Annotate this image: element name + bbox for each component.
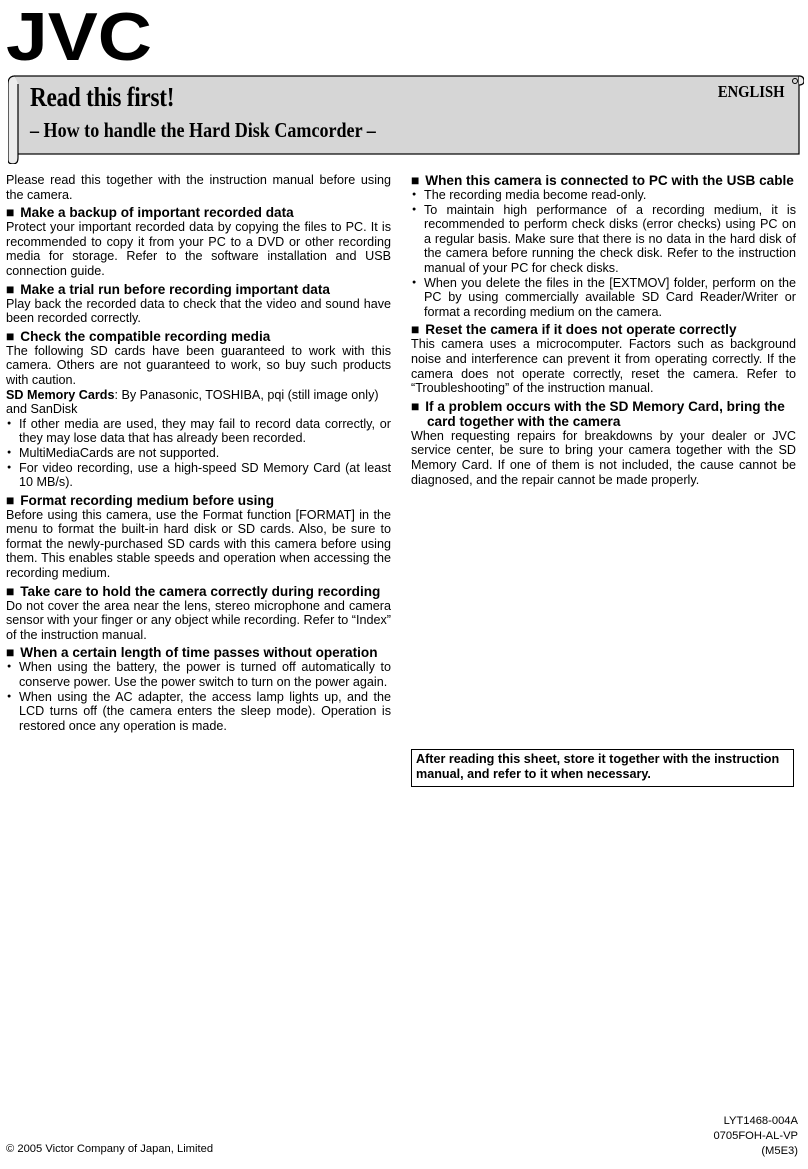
section-body-hold: Do not cover the area near the lens, stereo microphone and camera sensor with your finger or any object while recording. Refer to “Index” of the instruction manual. [6, 598, 391, 642]
section-heading-trial-run: ■ Make a trial run before recording important data [6, 280, 330, 297]
svg-text:JVC: JVC [6, 6, 152, 64]
section-body-reset: This camera uses a microcomputer. Factors such as background noise and interference can prevent it from operating correctly. If the camera does not operate correctly, reset the camera. Refer to “Troubleshooting” of the instruction manual. [411, 337, 796, 396]
jvc-logo-graphic [6, 6, 152, 64]
square-bullet-icon: ■ [6, 327, 15, 344]
intro-text: Please read this together with the instruction manual before using the camera. [6, 173, 391, 202]
square-bullet-icon: ■ [411, 397, 420, 414]
left-column [6, 173, 391, 733]
square-bullet-icon: ■ [6, 582, 15, 599]
section-heading-sd-problem: ■ If a problem occurs with the SD Memory Card, bring the card together with the camera [411, 397, 785, 429]
sd-cards-text: : By Panasonic, TOSHIBA, pqi (still image only) and SanDisk [6, 387, 379, 417]
usb-bullet-list [411, 188, 796, 319]
list-item: ● When using the battery, the power is turned off automatically to conserve power. Use the power switch to turn on the power again. [6, 660, 391, 689]
square-bullet-icon: ■ [6, 491, 15, 508]
section-heading-idle: ■ When a certain length of time passes without operation [6, 644, 378, 661]
section-body-format: Before using this camera, use the Format function [FORMAT] in the menu to format the built-in hard disk or SD cards. Also, be sure to format the newly-purchased SD cards with this camera before using them. This enables stable speeds and operation when accessing the recording medium. [6, 507, 391, 581]
square-bullet-icon: ■ [6, 204, 15, 221]
list-item: ● When you delete the files in the [EXTMOV] folder, perform on the PC by using commercially available SD Card Reader/Writer or format a recording medium on the camera. [411, 276, 796, 320]
document-codes [713, 1114, 798, 1159]
section-body-media: The following SD cards have been guaranteed to work with this camera. Others are not guaranteed to work, so buy such products with caution. [6, 343, 391, 387]
page-subtitle: – How to handle the Hard Disk Camcorder – [30, 118, 376, 142]
section-body-sd-problem: When requesting repairs for breakdowns by your dealer or JVC service center, be sure to bring your camera together with the SD Memory Card. If one of them is not included, the cause cannot be diagnosed, and the repair cannot be made properly. [411, 428, 796, 487]
section-heading-hold: ■ Take care to hold the camera correctly during recording [6, 582, 381, 599]
sd-cards-label: SD Memory Cards [6, 387, 115, 402]
title-banner [8, 72, 804, 164]
doc-code-3: (M5E3) [761, 1145, 798, 1157]
list-item: ● The recording media become read-only. [411, 188, 796, 203]
list-item: ● If other media are used, they may fail to record data correctly, or they may lose data that has already been recorded. [6, 417, 391, 446]
jvc-logo [6, 6, 152, 64]
square-bullet-icon: ■ [411, 172, 420, 188]
list-item: ● To maintain high performance of a recording medium, it is recommended to perform check disks (error checks) using PC on a regular basis. Make sure that there is no data in the hard disk of the camera before running the check disk. Refer to the instruction manual of your PC for check disks. [411, 203, 796, 276]
page-title: Read this first! [30, 82, 175, 112]
section-body-backup: Protect your important recorded data by copying the files to PC. It is recommended to copy it from your PC to a DVD or other recording media for storage. Refer to the software installation and USB connection guide. [6, 220, 391, 278]
square-bullet-icon: ■ [6, 280, 15, 297]
sd-cards-line [6, 388, 391, 417]
idle-bullet-list [6, 660, 391, 733]
media-bullet-list [6, 417, 391, 490]
square-bullet-icon: ■ [6, 644, 15, 661]
section-heading-reset: ■ Reset the camera if it does not operate correctly [411, 321, 737, 338]
language-label: ENGLISH [717, 82, 784, 101]
section-body-trial-run: Play back the recorded data to check that the video and sound have been recorded correctly. [6, 296, 391, 326]
section-heading-format: ■ Format recording medium before using [6, 491, 275, 508]
section-heading-usb: ■ When this camera is connected to PC with the USB cable [411, 172, 794, 188]
list-item: ● MultiMediaCards are not supported. [6, 446, 391, 461]
doc-code-2: 0705FOH-AL-VP [713, 1130, 798, 1142]
section-heading-media: ■ Check the compatible recording media [6, 327, 271, 344]
doc-code-1: LYT1468-004A [723, 1115, 798, 1127]
list-item: ● For video recording, use a high-speed SD Memory Card (at least 10 MB/s). [6, 461, 391, 490]
square-bullet-icon: ■ [411, 321, 420, 338]
copyright-text: © 2005 Victor Company of Japan, Limited [6, 1143, 214, 1155]
right-column [411, 173, 796, 487]
list-item: ● When using the AC adapter, the access lamp lights up, and the LCD turns off (the camera enters the sleep mode). Operation is restored once any operation is made. [6, 690, 391, 734]
storage-notice-box: After reading this sheet, store it together with the instruction manual, and refer to it when necessary. [411, 749, 794, 787]
section-heading-backup: ■ Make a backup of important recorded data [6, 204, 294, 221]
